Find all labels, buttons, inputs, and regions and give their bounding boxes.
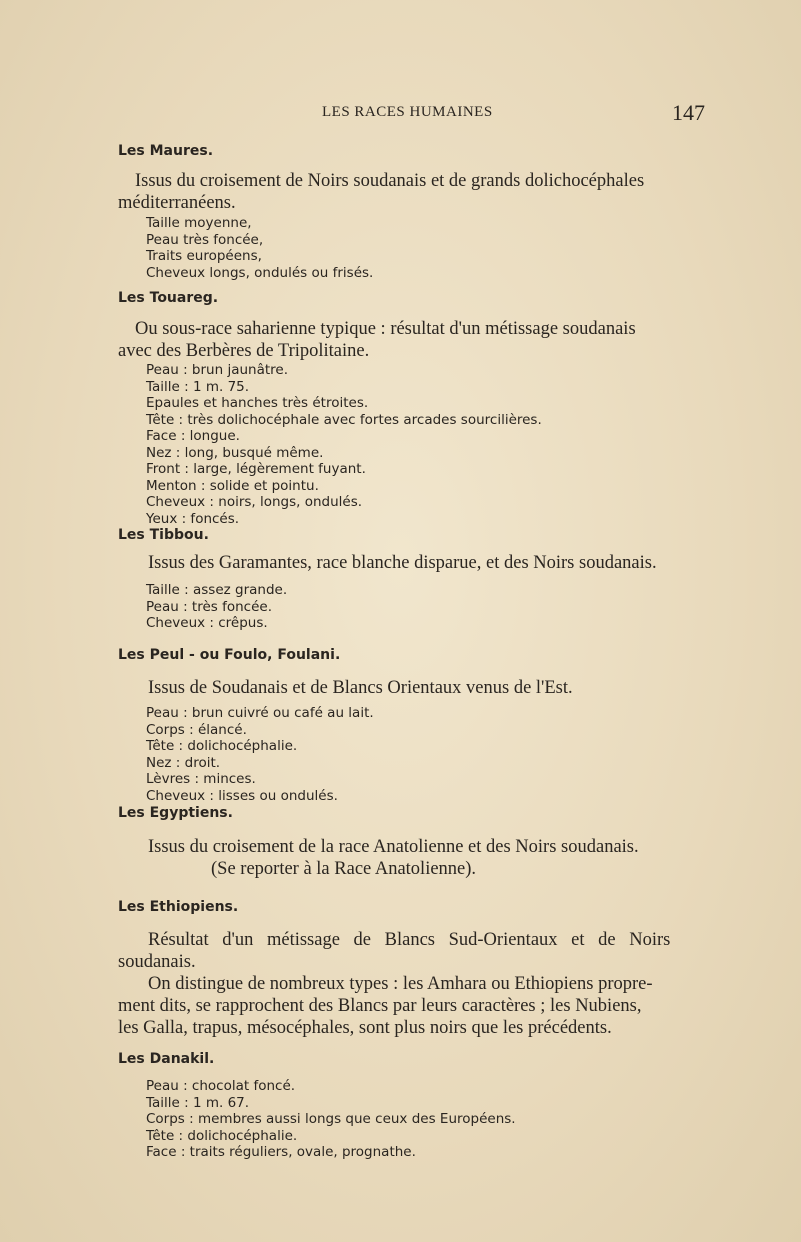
trait-list-touareg [146,362,542,527]
trait-line: Face : longue. [146,428,240,444]
section-paragraph-tibbou [118,552,657,574]
section-heading-peul: Les Peul - ou Foulo, Foulani. [118,647,341,663]
paragraph-line: soudanais. [118,952,196,972]
section-heading-ethiopiens: Les Ethiopiens. [118,899,239,915]
trait-line: Taille moyenne, [146,215,252,231]
trait-line: Peau : brun cuivré ou café au lait. [146,705,374,721]
paragraph-line: Issus du croisement de la race Anatolienne et des Noirs soudanais. [148,837,639,857]
trait-line: Nez : long, busqué même. [146,444,324,461]
trait-line: Tête : dolichocéphalie. [146,1127,298,1144]
section-heading-tibbou: Les Tibbou. [118,527,209,543]
section-heading-egyptiens: Les Egyptiens. [118,805,233,821]
paragraph-line: (Se reporter à la Race Anatolienne). [211,859,477,879]
trait-line: Traits européens, [146,248,262,264]
trait-line: Peau : très foncée. [146,598,272,615]
trait-line: Nez : droit. [146,754,221,771]
section-paragraph-touareg [118,318,636,362]
trait-list-tibbou [146,582,287,632]
paragraph-line: Issus des Garamantes, race blanche disparue, et des Noirs soudanais. [148,553,657,573]
trait-list-peul [146,705,374,804]
section-heading-danakil: Les Danakil. [118,1051,215,1067]
trait-line: Peau : brun jaunâtre. [146,362,289,378]
trait-list-maures [146,215,373,281]
paragraph-line: les Galla, trapus, mésocéphales, sont plus noirs que les précédents. [118,1018,612,1038]
trait-line: Peau : chocolat foncé. [146,1078,296,1094]
page-header [0,100,801,128]
trait-line: Peau très foncée, [146,231,264,248]
trait-list-danakil [146,1078,516,1161]
trait-line: Epaules et hanches très étroites. [146,395,369,411]
paragraph-line: Issus de Soudanais et de Blancs Orientaux venus de l'Est. [148,678,573,698]
section-paragraph-egyptiens [118,836,639,880]
trait-line: Corps : élancé. [146,721,247,738]
paragraph-line: On distingue de nombreux types : les Amhara ou Ethiopiens propre- [148,974,653,994]
page-number: 147 [672,100,705,125]
trait-line: Cheveux : noirs, longs, ondulés. [146,494,363,510]
trait-line: Cheveux longs, ondulés ou frisés. [146,264,374,281]
trait-line: Taille : assez grande. [146,582,288,598]
trait-line: Tête : dolichocéphalie. [146,738,298,754]
section-paragraph-ethiopiens [118,929,670,1039]
trait-line: Menton : solide et pointu. [146,477,319,494]
running-head: LES RACES HUMAINES [322,104,493,120]
trait-line: Taille : 1 m. 75. [146,378,250,395]
trait-line: Face : traits réguliers, ovale, prognathe. [146,1144,416,1160]
section-paragraph-peul [118,677,573,699]
trait-line: Yeux : foncés. [146,510,240,527]
section-heading-maures: Les Maures. [118,143,214,159]
trait-line: Tête : très dolichocéphale avec fortes arcades sourcilières. [146,411,542,428]
trait-line: Cheveux : crêpus. [146,615,268,631]
paragraph-line: Issus du croisement de Noirs soudanais et de grands dolichocéphales [135,171,645,191]
trait-line: Cheveux : lisses ou ondulés. [146,787,338,804]
section-heading-touareg: Les Touareg. [118,290,219,306]
trait-line: Front : large, légèrement fuyant. [146,461,366,477]
paragraph-line: avec des Berbères de Tripolitaine. [118,341,370,361]
section-paragraph-maures [118,170,644,214]
paragraph-line: Résultat d'un métissage de Blancs Sud-Orientaux et de Noirs [148,930,671,950]
trait-line: Lèvres : minces. [146,771,256,787]
paragraph-line: ment dits, se rapprochent des Blancs par leurs caractères ; les Nubiens, [118,996,642,1016]
trait-line: Taille : 1 m. 67. [146,1094,250,1111]
paragraph-line: méditerranéens. [118,193,236,213]
paragraph-line: Ou sous-race saharienne typique : résultat d'un métissage soudanais [135,319,636,339]
trait-line: Corps : membres aussi longs que ceux des Européens. [146,1111,516,1127]
